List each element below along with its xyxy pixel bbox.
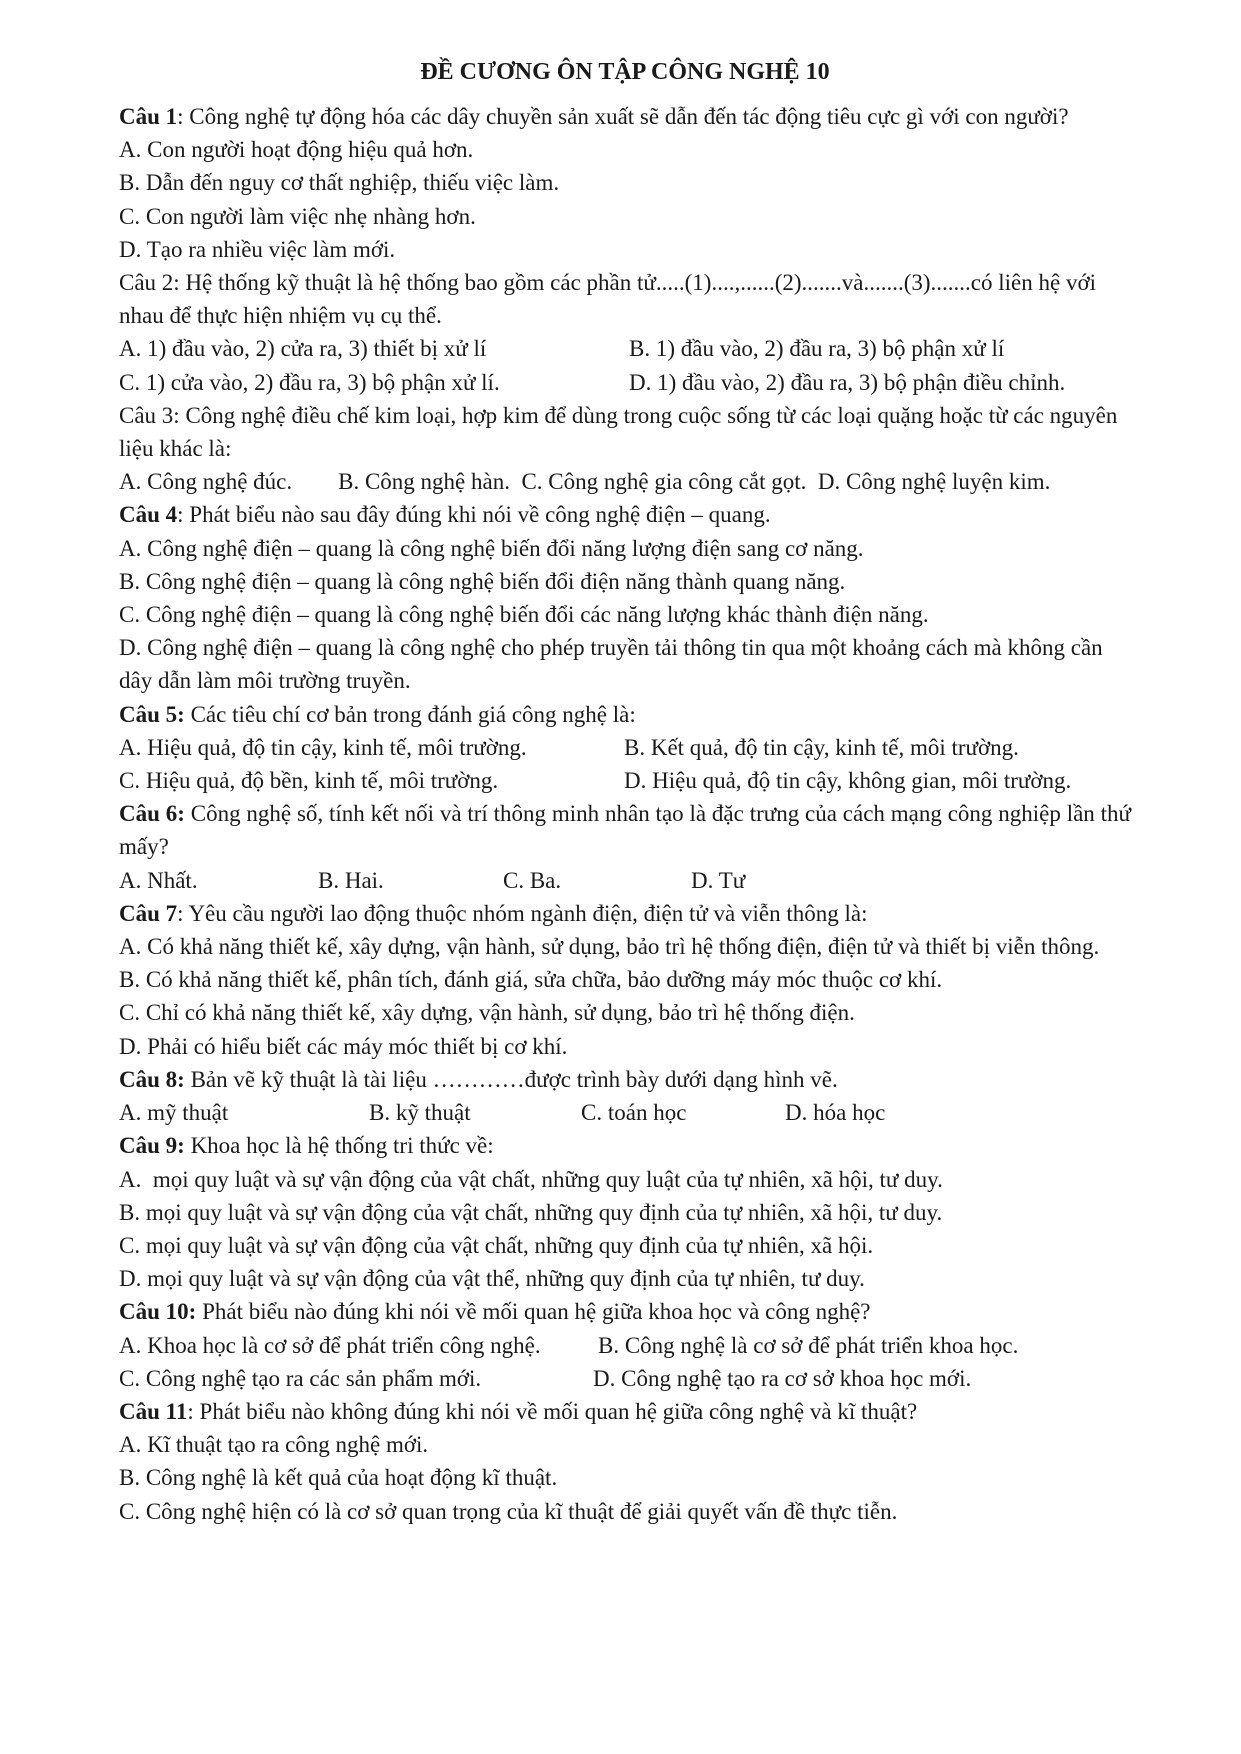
question-text: : Công nghệ tự động hóa các dây chuyền sản xuất sẽ dẫn đến tác động tiêu cực gì với con người? [177, 104, 1069, 129]
option-b: B. Có khả năng thiết kế, phân tích, đánh giá, sửa chữa, bảo dưỡng máy móc thuộc cơ khí. [119, 967, 943, 993]
question-label: Câu 1 [119, 104, 178, 129]
question-label: Câu 4 [119, 502, 178, 528]
option-b: B. kỹ thuật [369, 1100, 471, 1126]
question-text: Khoa học là hệ thống tri thức về: [184, 1133, 494, 1159]
options-row [119, 731, 1131, 764]
question-label: Câu 6: [119, 801, 185, 827]
question-2: Câu 2: Hệ thống kỹ thuật là hệ thống bao gồm các phần tử.....(1)....,......(2).......và.......(3).......có liên hệ với nhau để thực hiện nhiệm vụ cụ thể. [119, 270, 1096, 329]
option-b: B. 1) đầu vào, 2) đầu ra, 3) bộ phận xử lí [629, 336, 1005, 362]
option-c: C. Chỉ có khả năng thiết kế, xây dựng, vận hành, sử dụng, bảo trì hệ thống điện. [119, 1000, 855, 1026]
options-row [119, 366, 1131, 399]
option-c: C. mọi quy luật và sự vận động của vật chất, những quy định của tự nhiên, xã hội. [119, 1232, 874, 1258]
options-row [119, 332, 1131, 365]
option-b: B. Hai. [318, 867, 384, 893]
option-a: A. mỹ thuật [119, 1100, 229, 1126]
options-row [119, 764, 1131, 797]
page-title: ĐỀ CƯƠNG ÔN TẬP CÔNG NGHỆ 10 [420, 59, 830, 85]
question-text: Công nghệ số, tính kết nối và trí thông minh nhân tạo là đặc trưng của cách mạng công nghiệp lần thứ mấy? [119, 801, 1132, 860]
question-label: Câu 5: [119, 701, 185, 727]
option-c: C. toán học [581, 1100, 687, 1126]
option-c: C. Công nghệ tạo ra các sản phẩm mới. [119, 1365, 482, 1391]
options-text: A. Công nghệ đúc. B. Công nghệ hàn. C. Công nghệ gia công cắt gọt. D. Công nghệ luyện kim. [119, 469, 1051, 495]
question-label: Câu 9: [119, 1133, 185, 1159]
option-b: B. Dẫn đến nguy cơ thất nghiệp, thiếu việc làm. [119, 170, 560, 196]
option-c: C. Công nghệ hiện có là cơ sở quan trọng của kĩ thuật để giải quyết vấn đề thực tiễn. [119, 1498, 898, 1524]
question-label: Câu 8: [119, 1066, 185, 1092]
option-a: A. 1) đầu vào, 2) cửa ra, 3) thiết bị xử lí [119, 336, 487, 362]
option-d: D. Tư [691, 867, 746, 893]
question-3: Câu 3: Công nghệ điều chế kim loại, hợp kim để dùng trong cuộc sống từ các loại quặng hoặc từ các nguyên liệu khác là: [119, 402, 1118, 462]
options-row [119, 1362, 1131, 1395]
option-a: A. Có khả năng thiết kế, xây dựng, vận hành, sử dụng, bảo trì hệ thống điện, điện tử và thiết bị viễn thông. [119, 934, 1100, 960]
option-d: D. 1) đầu vào, 2) đầu ra, 3) bộ phận điều chỉnh. [629, 369, 1066, 395]
option-d: D. Công nghệ tạo ra cơ sở khoa học mới. [593, 1365, 972, 1391]
question-5 [119, 698, 1131, 731]
option-d: D. Phải có hiểu biết các máy móc thiết bị cơ khí. [119, 1033, 568, 1059]
option-b: B. mọi quy luật và sự vận động của vật chất, những quy định của tự nhiên, xã hội, tư duy. [119, 1199, 943, 1225]
question-11 [119, 1395, 1131, 1428]
option-a: A. Khoa học là cơ sở để phát triển công nghệ. [119, 1332, 541, 1358]
question-6 [119, 797, 1131, 863]
question-text: : Phát biểu nào không đúng khi nói về mối quan hệ giữa công nghệ và kĩ thuật? [187, 1398, 918, 1424]
option-c: C. Con người làm việc nhẹ nhàng hơn. [119, 203, 476, 229]
option-c: C. Hiệu quả, độ bền, kinh tế, môi trường. [119, 768, 499, 794]
option-c: C. Ba. [503, 867, 562, 893]
options-row [119, 1096, 1131, 1129]
option-a: A. Hiệu quả, độ tin cậy, kinh tế, môi trường. [119, 734, 527, 760]
option-b: B. Kết quả, độ tin cậy, kinh tế, môi trường. [624, 734, 1019, 760]
question-text: : Yêu cầu người lao động thuộc nhóm ngành điện, điện tử và viễn thông là: [177, 900, 868, 926]
option-d: D. mọi quy luật và sự vận động của vật thể, những quy định của tự nhiên, tư duy. [119, 1266, 865, 1292]
option-b: B. Công nghệ là cơ sở để phát triển khoa học. [598, 1332, 1019, 1358]
option-a: A. mọi quy luật và sự vận động của vật chất, những quy luật của tự nhiên, xã hội, tư duy. [119, 1166, 943, 1192]
question-text: Các tiêu chí cơ bản trong đánh giá công nghệ là: [184, 701, 636, 727]
question-4 [119, 498, 1131, 531]
option-a: A. Nhất. [119, 867, 198, 893]
option-d: D. Hiệu quả, độ tin cậy, không gian, môi trường. [624, 768, 1072, 794]
option-b: B. Công nghệ điện – quang là công nghệ biến đổi điện năng thành quang năng. [119, 568, 846, 594]
question-9 [119, 1129, 1131, 1162]
option-a: A. Con người hoạt động hiệu quả hơn. [119, 137, 474, 163]
question-label: Câu 11 [119, 1398, 188, 1424]
option-a: A. Kĩ thuật tạo ra công nghệ mới. [119, 1432, 429, 1458]
question-label: Câu 7 [119, 900, 178, 926]
option-c: C. 1) cửa vào, 2) đầu ra, 3) bộ phận xử lí. [119, 369, 500, 395]
option-b: B. Công nghệ là kết quả của hoạt động kĩ thuật. [119, 1465, 558, 1491]
option-d: D. Công nghệ điện – quang là công nghệ cho phép truyền tải thông tin qua một khoảng cách mà không cần dây dẫn làm môi trường truyền. [119, 635, 1103, 694]
question-10 [119, 1295, 1131, 1328]
option-a: A. Công nghệ điện – quang là công nghệ biến đổi năng lượng điện sang cơ năng. [119, 535, 864, 561]
option-c: C. Công nghệ điện – quang là công nghệ biến đổi các năng lượng khác thành điện năng. [119, 602, 929, 628]
question-1 [119, 100, 1131, 133]
options-row [119, 1329, 1131, 1362]
option-d: D. hóa học [785, 1100, 886, 1126]
question-8 [119, 1063, 1131, 1096]
option-d: D. Tạo ra nhiều việc làm mới. [119, 236, 396, 262]
options-row [119, 864, 1131, 897]
question-text: Phát biểu nào đúng khi nói về mối quan hệ giữa khoa học và công nghệ? [196, 1299, 871, 1325]
question-text: : Phát biểu nào sau đây đúng khi nói về công nghệ điện – quang. [177, 502, 771, 528]
question-label: Câu 10: [119, 1299, 197, 1325]
question-7 [119, 897, 1131, 930]
question-text: Bản vẽ kỹ thuật là tài liệu …………được trình bày dưới dạng hình vẽ. [184, 1066, 838, 1092]
